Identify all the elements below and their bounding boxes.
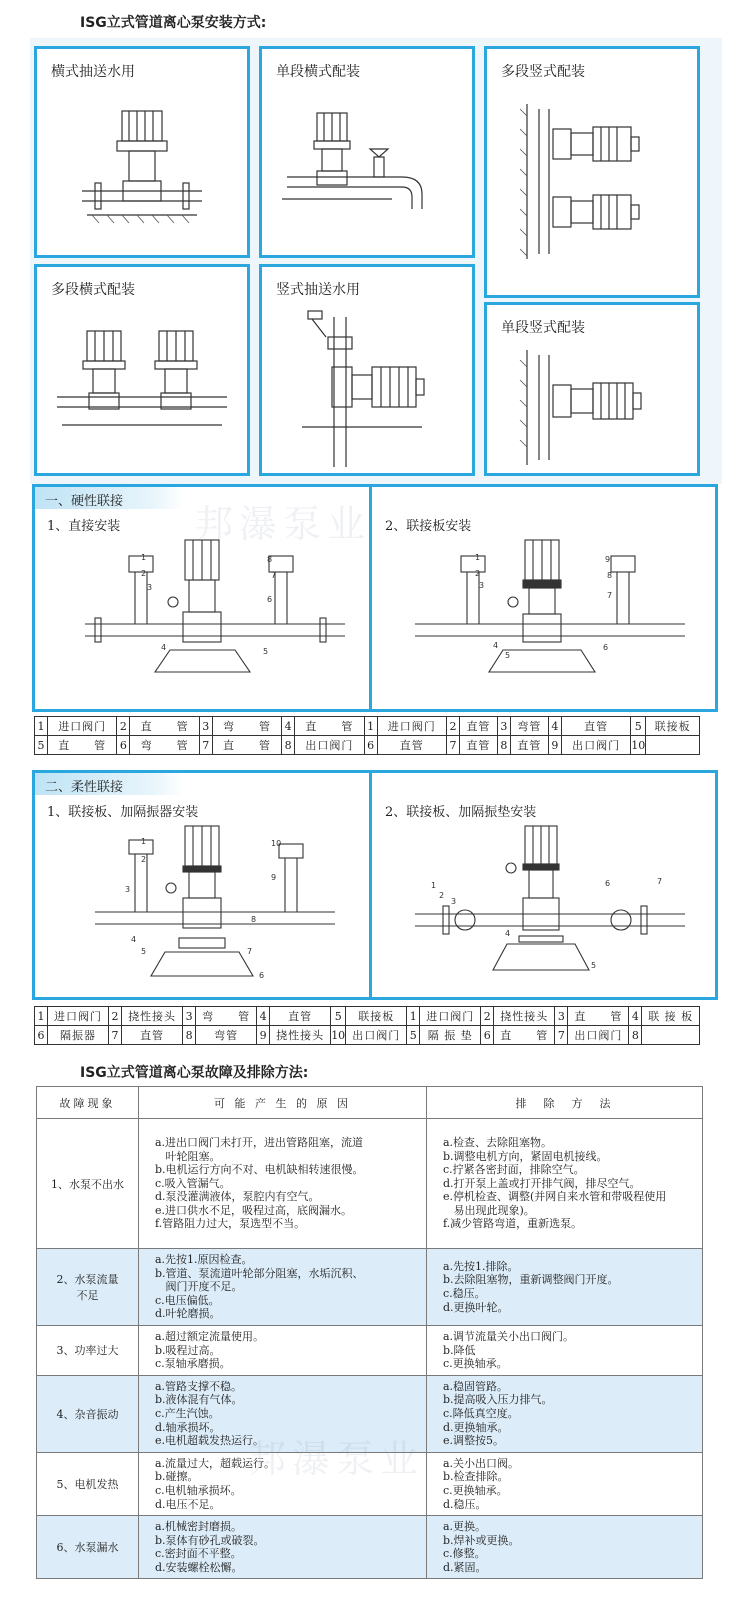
- fault-fix-line: c.更换轴承。: [443, 1483, 508, 1497]
- legend-row: [35, 717, 700, 736]
- svg-text:3: 3: [125, 885, 131, 894]
- legend-label: 直管: [270, 1007, 331, 1026]
- fault-cause-line: c.密封面不平整。: [155, 1547, 242, 1561]
- panel-title: 多段横式配装: [51, 282, 135, 298]
- svg-text:4: 4: [161, 643, 167, 652]
- legend-number: 3: [555, 1007, 568, 1026]
- install-title: ISG立式管道离心泵安装方式:: [80, 15, 267, 31]
- fault-cause-line: d.叶轮磨损。: [155, 1307, 221, 1321]
- header-cause: 可 能 产 生 的 原 因: [139, 1087, 427, 1119]
- pump-drawing-multi-vertical: [487, 49, 697, 295]
- legend-number: 7: [555, 1026, 568, 1045]
- legend-label: 隔 振 垫: [420, 1026, 481, 1045]
- fault-fix-line: a.关小出口阀。: [443, 1456, 520, 1470]
- svg-text:9: 9: [605, 555, 611, 564]
- section-heading-band: [35, 773, 183, 795]
- legend-label: 弯 管: [130, 736, 199, 755]
- legend-label: 弯管: [196, 1026, 257, 1045]
- legend-number: 1: [35, 717, 48, 736]
- legend-number: 10: [331, 1026, 346, 1045]
- legend-number: 10: [631, 736, 646, 755]
- legend-label: 弯 管: [212, 717, 281, 736]
- legend-label: 联接板: [646, 717, 700, 736]
- fault-symptom-line: 6、水泵漏水: [56, 1541, 119, 1555]
- flex-pad-install-drawing: [395, 818, 705, 990]
- fault-symptom-line: 4、杂音振动: [56, 1407, 119, 1421]
- legend-number: 7: [109, 1026, 122, 1045]
- fault-cause: [139, 1249, 427, 1326]
- fault-fix-line: b.焊补或更换。: [443, 1533, 520, 1547]
- pump-drawing-horizontal: [37, 49, 247, 255]
- fault-cause-line: c.产生汽蚀。: [155, 1406, 220, 1420]
- fault-cause-line: d.轴承损坏。: [155, 1420, 221, 1434]
- legend-number: 3: [183, 1007, 196, 1026]
- legend-row: [35, 1026, 700, 1045]
- panel-title: 单段竖式配装: [501, 320, 585, 336]
- fault-row: [37, 1516, 703, 1579]
- legend-label: [646, 736, 700, 755]
- svg-text:9: 9: [271, 873, 277, 882]
- legend-label: 出口阀门: [295, 736, 364, 755]
- legend-label: 直 管: [130, 717, 199, 736]
- fault-fix: [427, 1452, 703, 1515]
- fault-fix-line: a.更换。: [443, 1520, 487, 1534]
- panel-multi-vertical: [484, 46, 700, 298]
- rigid-connection-section: [32, 484, 718, 712]
- svg-text:6: 6: [259, 971, 265, 980]
- panel-single-vertical: [484, 302, 700, 476]
- legend-label: 出口阀门: [346, 1026, 407, 1045]
- fault-fix-line: a.检查、去除阻塞物。: [443, 1135, 553, 1149]
- legend-label: 直管: [459, 717, 497, 736]
- legend-number: 3: [497, 717, 510, 736]
- fault-fix-line: b.调整电机方向，紧固电机接线。: [443, 1149, 608, 1163]
- legend-row: [35, 736, 700, 755]
- panel-horizontal-water: [34, 46, 250, 258]
- legend-number: 4: [257, 1007, 270, 1026]
- legend-label: 挠性接头: [270, 1026, 331, 1045]
- fault-symptom-line: 2、水泵流量: [56, 1272, 119, 1286]
- legend-number: 9: [257, 1026, 270, 1045]
- fault-fix-line: b.去除阻塞物，重新调整阀门开度。: [443, 1273, 619, 1287]
- legend-number: 8: [629, 1026, 642, 1045]
- legend-number: 5: [35, 736, 48, 755]
- legend-label: 进口阀门: [48, 717, 117, 736]
- legend-label: 出口阀门: [561, 736, 630, 755]
- svg-text:1: 1: [141, 553, 147, 562]
- fault-fix-line: a.先按1.排除。: [443, 1259, 519, 1273]
- fault-row: [37, 1452, 703, 1515]
- svg-text:6: 6: [267, 595, 273, 604]
- legend-number: 4: [548, 717, 561, 736]
- legend-label: 联接板: [346, 1007, 407, 1026]
- fault-cause-line: a.流量过大，超载运行。: [155, 1456, 276, 1470]
- fault-fix-line: e.调整按5。: [443, 1434, 505, 1448]
- legend-number: 2: [481, 1007, 494, 1026]
- legend-label: 直管: [510, 736, 548, 755]
- fault-fix-line: a.调节流量关小出口阀门。: [443, 1329, 575, 1343]
- fault-cause-line: a.超过额定流量使用。: [155, 1329, 265, 1343]
- legend-number: 5: [407, 1026, 420, 1045]
- legend-number: 3: [199, 717, 212, 736]
- legend-number: 5: [331, 1007, 346, 1026]
- rigid-right-title: 2、联接板安装: [385, 519, 472, 534]
- svg-text:2: 2: [141, 855, 147, 864]
- legend-label: 直管: [122, 1026, 183, 1045]
- fault-cause: [139, 1119, 427, 1249]
- fault-fix: [427, 1516, 703, 1579]
- legend-number: 6: [481, 1026, 494, 1045]
- svg-text:4: 4: [505, 929, 511, 938]
- fault-header-row: [37, 1087, 703, 1119]
- fault-fix-line: b.提高吸入压力排气。: [443, 1393, 553, 1407]
- legend-label: 出口阀门: [568, 1026, 629, 1045]
- fault-symptom-line: 5、电机发热: [56, 1477, 119, 1491]
- header-symptom: 故障现象: [37, 1087, 139, 1119]
- rigid-left-title: 1、直接安装: [47, 519, 121, 534]
- fault-row: [37, 1325, 703, 1375]
- fault-cause-line: c.泵轴承磨损。: [155, 1357, 231, 1371]
- fault-cause-line: a.机械密封磨损。: [155, 1520, 243, 1534]
- rigid-heading: 一、硬性联接: [45, 494, 124, 509]
- svg-text:4: 4: [493, 641, 499, 650]
- legend-label: 直 管: [212, 736, 281, 755]
- rigid-direct-install-drawing: [55, 532, 355, 702]
- legend-label: 直 管: [494, 1026, 555, 1045]
- legend-number: 2: [109, 1007, 122, 1026]
- fault-cause-line: c.电机轴承损坏。: [155, 1483, 242, 1497]
- svg-text:5: 5: [505, 651, 511, 660]
- legend-number: 1: [407, 1007, 420, 1026]
- fault-fix-line: d.打开泵上盖或打开排气阀，排尽空气。: [443, 1176, 641, 1190]
- fault-cause-line: f.管路阻力过大，泵选型不当。: [155, 1217, 306, 1231]
- svg-text:3: 3: [479, 581, 485, 590]
- pump-drawing-single-vertical: [487, 305, 697, 473]
- legend-label: 挠性接头: [494, 1007, 555, 1026]
- install-grid: [30, 38, 722, 484]
- fault-cause-line: b.液体混有气体。: [155, 1393, 243, 1407]
- legend-label: 进口阀门: [420, 1007, 481, 1026]
- legend-label: 弯 管: [196, 1007, 257, 1026]
- fault-fix-line: c.拧紧各密封面，排除空气。: [443, 1163, 585, 1177]
- section-heading-band: [35, 487, 183, 509]
- legend-number: 4: [282, 717, 295, 736]
- legend-number: 5: [631, 717, 646, 736]
- fault-cause-line: a.进出口阀门未打开，进出管路阻塞，流道: [155, 1135, 364, 1149]
- pump-drawing-single-horizontal: [262, 49, 472, 255]
- legend-label: 直管: [561, 717, 630, 736]
- legend-label: 挠性接头: [122, 1007, 183, 1026]
- fault-fix: [427, 1375, 703, 1452]
- legend-label: 联 接 板: [642, 1007, 700, 1026]
- legend-label: 进口阀门: [377, 717, 446, 736]
- panel-title: 横式抽送水用: [51, 64, 135, 80]
- fault-fix-line: d.紧固。: [443, 1560, 487, 1574]
- watermark: 邦瀑泵业: [195, 502, 372, 546]
- legend-number: 2: [446, 717, 459, 736]
- legend-label: [642, 1026, 700, 1045]
- fault-symptom-line: 1、水泵不出水: [51, 1177, 124, 1191]
- fault-symptom: [37, 1452, 139, 1515]
- legend-number: 6: [364, 736, 377, 755]
- fault-cause-line: a.先按1.原因检查。: [155, 1253, 253, 1266]
- header-fix: 排 除 方 法: [427, 1087, 703, 1119]
- legend-label: 直 管: [295, 717, 364, 736]
- svg-text:6: 6: [605, 879, 611, 888]
- flex-heading: 二、柔性联接: [45, 780, 124, 795]
- svg-text:5: 5: [141, 947, 147, 956]
- flexible-connection-section: [32, 770, 718, 1000]
- fault-fix-line: c.稳压。: [443, 1286, 486, 1300]
- fault-symptom: [37, 1325, 139, 1375]
- svg-text:2: 2: [475, 569, 481, 578]
- flex-left-title: 1、联接板、加隔振器安装: [47, 805, 199, 820]
- svg-text:5: 5: [263, 647, 269, 656]
- legend-number: 4: [629, 1007, 642, 1026]
- fault-fix: [427, 1249, 703, 1326]
- fault-fix-line: b.降低: [443, 1343, 476, 1357]
- fault-fix: [427, 1119, 703, 1249]
- fault-cause-line: d.泵没灌满液体，泵腔内有空气。: [155, 1190, 320, 1204]
- panel-vertical-water: [259, 264, 475, 476]
- fault-cause-line: b.管道、泵流道叶轮部分阻塞，水垢沉积、: [155, 1266, 364, 1280]
- legend-label: 隔振器: [48, 1026, 109, 1045]
- svg-text:5: 5: [591, 961, 597, 970]
- section-divider: [369, 773, 372, 997]
- fault-cause-line: c.电压偏低。: [155, 1293, 220, 1307]
- fault-cause-line: e.进口供水不足，吸程过高，底阀漏水。: [155, 1203, 353, 1217]
- legend-label: 直 管: [48, 736, 117, 755]
- panel-title: 多段竖式配装: [501, 64, 585, 80]
- svg-text:8: 8: [251, 915, 257, 924]
- fault-table: [36, 1086, 703, 1579]
- svg-text:1: 1: [431, 881, 437, 890]
- rigid-plate-install-drawing: [395, 532, 695, 702]
- svg-text:10: 10: [271, 839, 282, 848]
- fault-fix-line: d.更换轴承。: [443, 1420, 509, 1434]
- fault-fix-line: f.减少管路弯道，重新选泵。: [443, 1217, 583, 1231]
- fault-cause-line: e.电机超载发热运行。: [155, 1434, 265, 1448]
- svg-text:4: 4: [131, 935, 137, 944]
- fault-row: [37, 1375, 703, 1452]
- fault-cause-line: d.电压不足。: [155, 1497, 221, 1511]
- legend-number: 6: [35, 1026, 48, 1045]
- svg-text:8: 8: [267, 555, 273, 564]
- fault-symptom: [37, 1375, 139, 1452]
- svg-text:7: 7: [657, 877, 663, 886]
- panel-single-horizontal: [259, 46, 475, 258]
- panel-title: 单段横式配装: [276, 64, 360, 80]
- fault-symptom: [37, 1119, 139, 1249]
- fault-symptom: [37, 1516, 139, 1579]
- svg-text:1: 1: [141, 837, 147, 846]
- watermark: 邦瀑泵业: [248, 1437, 425, 1481]
- fault-fix-line: e.停机检查、调整(并网自来水管和带吸程使用: [443, 1190, 667, 1204]
- fault-fix: [427, 1325, 703, 1375]
- svg-text:7: 7: [271, 571, 277, 580]
- section-divider: [369, 487, 372, 709]
- legend-number: 8: [183, 1026, 196, 1045]
- fault-cause-line: 阀门开度不足。: [155, 1280, 243, 1294]
- legend-number: 9: [548, 736, 561, 755]
- svg-text:2: 2: [439, 891, 445, 900]
- fault-cause-line: d.安装螺栓松懈。: [155, 1560, 243, 1574]
- fault-fix-line: b.检查排除。: [443, 1470, 509, 1484]
- fault-cause-line: b.吸程过高。: [155, 1343, 221, 1357]
- fault-symptom-line: 不足: [76, 1288, 99, 1302]
- legend-number: 1: [364, 717, 377, 736]
- fault-cause: [139, 1452, 427, 1515]
- svg-text:8: 8: [607, 571, 613, 580]
- fault-fix-line: a.稳固管路。: [443, 1379, 509, 1393]
- flex-isolator-install-drawing: [75, 818, 365, 990]
- fault-symptom-line: 3、功率过大: [56, 1344, 119, 1358]
- flex-legend-table: [34, 1006, 700, 1045]
- fault-cause-line: b.碰擦。: [155, 1470, 199, 1484]
- fault-cause: [139, 1375, 427, 1452]
- fault-cause-line: c.吸入管漏气。: [155, 1176, 231, 1190]
- legend-number: 7: [199, 736, 212, 755]
- fault-cause: [139, 1325, 427, 1375]
- pump-drawing-multi-horizontal: [37, 267, 247, 473]
- panel-title: 竖式抽送水用: [276, 282, 360, 298]
- panel-multi-horizontal: [34, 264, 250, 476]
- fault-cause-line: b.电机运行方向不对、电机缺相转速很慢。: [155, 1163, 364, 1177]
- legend-row: [35, 1007, 700, 1026]
- rigid-legend-table: [34, 716, 700, 755]
- fault-title: ISG立式管道离心泵故障及排除方法:: [80, 1065, 309, 1081]
- svg-text:2: 2: [141, 569, 147, 578]
- svg-text:1: 1: [475, 553, 481, 562]
- legend-number: 8: [497, 736, 510, 755]
- fault-cause: [139, 1516, 427, 1579]
- fault-row: [37, 1249, 703, 1326]
- fault-cause-line: 叶轮阻塞。: [155, 1149, 221, 1163]
- pump-drawing-vertical-water: [262, 267, 472, 473]
- flex-right-title: 2、联接板、加隔振垫安装: [385, 805, 537, 820]
- legend-label: 直管: [459, 736, 497, 755]
- fault-cause-line: b.泵体有砂孔或破裂。: [155, 1533, 265, 1547]
- legend-number: 8: [282, 736, 295, 755]
- fault-fix-line: c.更换轴承。: [443, 1357, 508, 1371]
- fault-fix-line: c.降低真空度。: [443, 1406, 519, 1420]
- fault-fix-line: d.更换叶轮。: [443, 1300, 509, 1314]
- legend-number: 1: [35, 1007, 48, 1026]
- legend-label: 弯管: [510, 717, 548, 736]
- legend-label: 进口阀门: [48, 1007, 109, 1026]
- legend-number: 2: [117, 717, 130, 736]
- fault-fix-line: d.稳压。: [443, 1497, 487, 1511]
- svg-text:3: 3: [147, 583, 153, 592]
- svg-text:6: 6: [603, 643, 609, 652]
- fault-fix-line: 易出现此现象)。: [443, 1203, 535, 1217]
- fault-cause-line: a.管路支撑不稳。: [155, 1379, 243, 1393]
- fault-fix-line: c.修整。: [443, 1547, 486, 1561]
- legend-label: 直管: [377, 736, 446, 755]
- legend-label: 直 管: [568, 1007, 629, 1026]
- legend-number: 7: [446, 736, 459, 755]
- fault-symptom: [37, 1249, 139, 1326]
- svg-text:7: 7: [247, 947, 253, 956]
- legend-number: 6: [117, 736, 130, 755]
- svg-text:3: 3: [451, 897, 457, 906]
- fault-row: [37, 1119, 703, 1249]
- svg-text:7: 7: [607, 591, 613, 600]
